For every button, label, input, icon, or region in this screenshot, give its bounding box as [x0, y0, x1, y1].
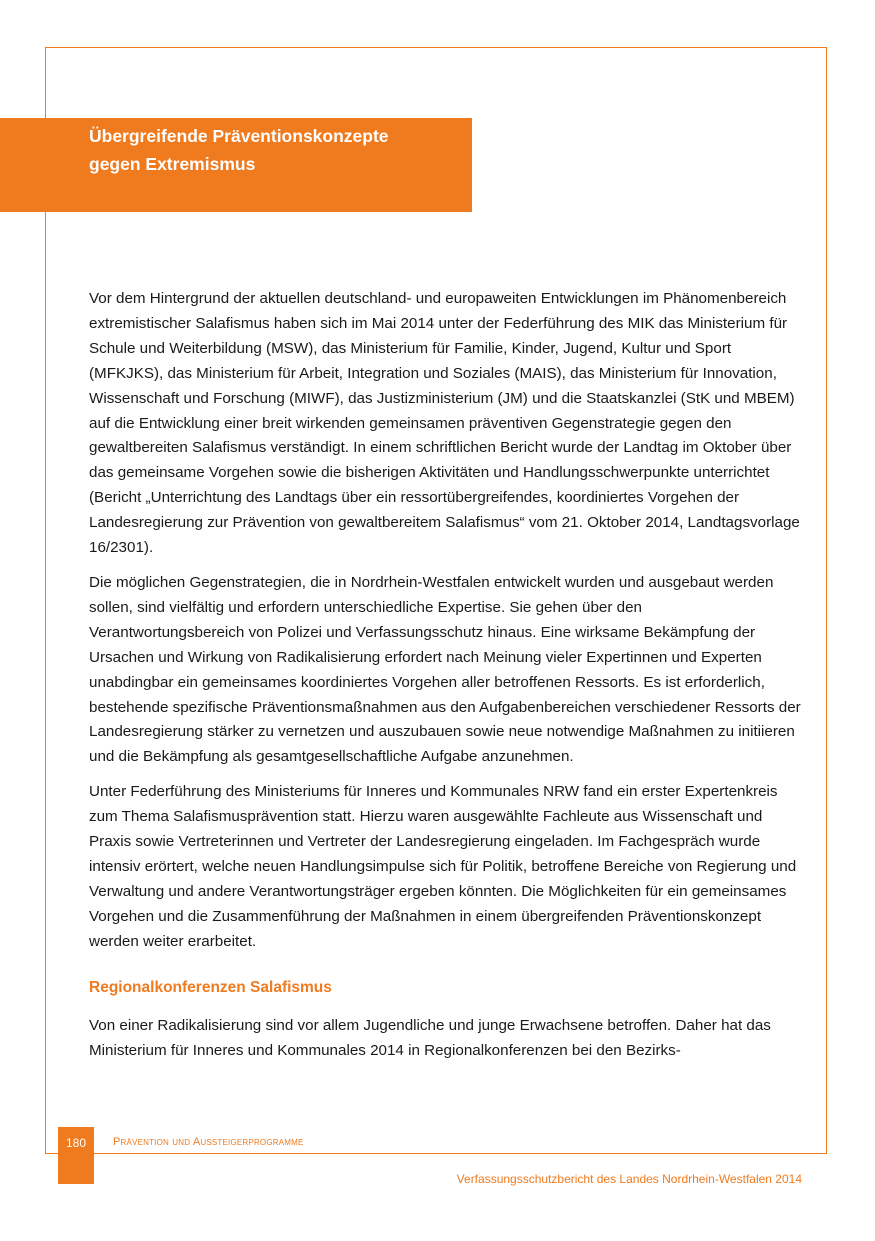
section-subheading: Regionalkonferenzen Salafismus — [89, 978, 332, 996]
publication-title: Verfassungsschutzbericht des Landes Nordrhein-Westfalen 2014 — [456, 1172, 802, 1186]
body-text — [89, 287, 801, 1074]
page-number: 180 — [65, 1136, 87, 1150]
paragraph-4: Von einer Radikalisierung sind vor allem Jugendliche und junge Erwachsene betroffen. Daher hat das Ministerium für Inneres und Kommunales 2014 in Regionalkonferenzen bei den Bezirks- — [89, 1017, 771, 1060]
paragraph-1: Vor dem Hintergrund der aktuellen deutschland- und europaweiten Entwicklungen im Phänomenbereich extremistischer Salafismus haben sich im Mai 2014 unter der Federführung des MIK das Ministerium für Schule und Weiterbildung (MSW), das Ministerium für Familie, Kinder, Jugend, Kultur und Sport (MFKJKS), das Ministerium für Arbeit, Integration und Soziales (MAIS), das Ministerium für Innovation, Wissenschaft und Forschung (MIWF), das Justizministerium (JM) und die Staatskanzlei (StK und MBEM) auf die Entwicklung einer breit wirkenden gemeinsamen präventiven Gegenstrategie gegen den gewaltbereiten Salafismus verständigt. In einem schriftlichen Bericht wurde der Landtag im Oktober über das gemeinsame Vorgehen sowie die bisherigen Aktivitäten und Handlungsschwerpunkte unterrichtet (Bericht „Unterrichtung des Landtags über ein ressortübergreifendes, koordiniertes Vorgehen der Landesregierung zur Prävention von gewaltbereitem Salafismus“ vom 21. Oktober 2014, Landtagsvorlage 16/2301). — [89, 290, 800, 557]
chapter-title-line-2: gegen Extremismus — [89, 154, 256, 174]
paragraph-2: Die möglichen Gegenstrategien, die in Nordrhein-Westfalen entwickelt wurden und ausgebaut werden sollen, sind vielfältig und erfordern unterschiedliche Expertise. Sie gehen über den Verantwortungsbereich von Polizei und Verfassungsschutz hinaus. Eine wirksame Bekämpfung der Ursachen und Wirkung von Radikalisierung erfordert nach Meinung vieler Expertinnen und Experten unabdingbar ein gemeinsames koordiniertes Vorgehen aller betroffenen Ressorts. Es ist erforderlich, bestehende spezifische Präventionsmaßnahmen aus den Aufgabenbereichen verschiedener Ressorts der Landesregierung stärker zu vernetzen und auszubauen sowie neue notwendige Maßnahmen zu initiieren und die Bekämpfung als gesamtgesellschaftliche Aufgabe anzunehmen. — [89, 573, 801, 766]
paragraph-3: Unter Federführung des Ministeriums für Inneres und Kommunales NRW fand ein erster Expertenkreis zum Thema Salafismusprävention statt. Hierzu waren ausgewählte Fachleute aus Wissenschaft und Praxis sowie Vertreterinnen und Vertreter der Landesregierung eingeladen. Im Fachgespräch wurde intensiv erörtert, welche neuen Handlungsimpulse sich für Politik, betroffene Bereiche von Regierung und Verwaltung und andere Verantwortungsträger ergeben könnten. Die Möglichkeiten für ein gemeinsames Vorgehen und die Zusammenführung der Maßnahmen in einem übergreifenden Präventionskonzept werden weiter erarbeitet. — [89, 783, 797, 950]
chapter-title — [89, 122, 469, 178]
running-section-title: Prävention und Aussteigerprogramme — [113, 1136, 304, 1148]
chapter-title-line-1: Übergreifende Präventionskonzepte — [89, 126, 389, 146]
